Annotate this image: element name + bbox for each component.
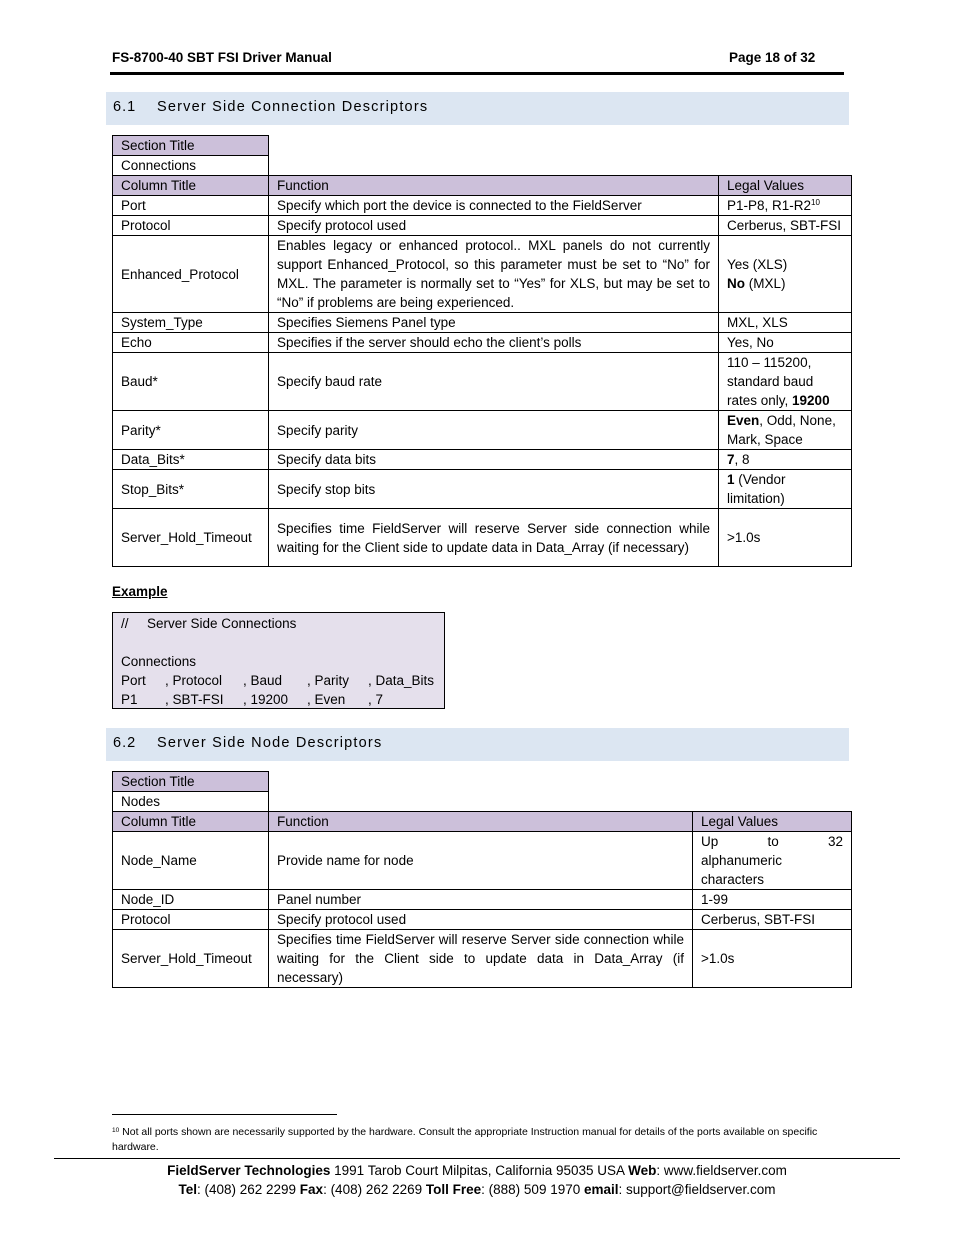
row-name: System_Type: [113, 313, 269, 333]
row-name: Node_ID: [113, 890, 269, 910]
footer-tel-value: : (408) 262 2299: [196, 1182, 300, 1197]
example-value-cell: , SBT-FSI: [165, 692, 224, 707]
section-heading-6-2: [106, 728, 849, 761]
legal-value-text: , Odd, None, Mark, Space: [727, 413, 836, 447]
section-number: 6.2: [113, 735, 137, 751]
footnote-rule: [112, 1114, 337, 1115]
footer-line-1: [0, 1163, 954, 1178]
section-title: Server Side Node Descriptors: [157, 735, 383, 751]
column-header-row: [113, 812, 852, 832]
row-legal-values: >1.0s: [693, 930, 852, 988]
row-function: Specify protocol used: [269, 216, 719, 236]
example-value-cell: , 7: [368, 692, 384, 707]
row-function: Specifies time FieldServer will reserve Server side connection while waiting for the Client side to update data in Data_Array (if necessary): [269, 930, 693, 988]
table-row: [113, 333, 852, 353]
row-function: Provide name for node: [269, 832, 693, 890]
section-title-label-row: [113, 136, 852, 156]
footer-fax-value: : (408) 262 2269: [323, 1182, 426, 1197]
row-legal-values: >1.0s: [719, 509, 852, 567]
section-title-label: Section Title: [113, 136, 269, 156]
legal-value-text: (Vendor limitation): [727, 472, 786, 506]
row-function: Specify parity: [269, 411, 719, 450]
footnote-mark: 10: [112, 1127, 120, 1134]
page-number: Page 18 of 32: [729, 50, 816, 65]
legal-value-line: Yes (XLS): [727, 257, 788, 272]
section-number: 6.1: [113, 99, 137, 115]
example-code-box: [112, 612, 445, 709]
table-row: [113, 313, 852, 333]
row-function: Specify data bits: [269, 450, 719, 470]
footer-company: FieldServer Technologies: [167, 1163, 331, 1178]
row-legal-values: [719, 196, 852, 216]
row-name: Port: [113, 196, 269, 216]
section-title: Server Side Connection Descriptors: [157, 99, 429, 115]
row-legal-values: [719, 353, 852, 411]
example-value-cell: , Even: [307, 692, 346, 707]
legal-value-line: Up to 32: [701, 834, 843, 849]
section-title-label: Section Title: [113, 772, 269, 792]
row-name: Echo: [113, 333, 269, 353]
row-legal-values: 1-99: [693, 890, 852, 910]
section-title-value-row: [113, 156, 852, 176]
legal-value-bold: 1: [727, 472, 735, 487]
row-name: Server_Hold_Timeout: [113, 509, 269, 567]
example-section-name: Connections: [121, 654, 197, 669]
table-row: [113, 353, 852, 411]
row-function: Specify which port the device is connected to the FieldServer: [269, 196, 719, 216]
column-header-function: Function: [269, 176, 719, 196]
example-header-cell: Port: [121, 673, 146, 688]
footer-tollfree-label: Toll Free: [425, 1182, 482, 1197]
node-descriptor-table: [112, 771, 852, 988]
row-function: Enables legacy or enhanced protocol.. MXL panels do not currently support Enhanced_Protocol, so this parameter must be set to “No” for MXL. The parameter is normally set to “Yes” for XLS, but may be set to “No” if problems are being experienced.: [269, 236, 719, 313]
table-row: [113, 236, 852, 313]
row-function: Specify protocol used: [269, 910, 693, 930]
footer-web-link[interactable]: : www.fieldserver.com: [656, 1163, 787, 1178]
footer-rule: [54, 1158, 900, 1159]
row-function: Specify stop bits: [269, 470, 719, 509]
row-name: Node_Name: [113, 832, 269, 890]
example-header-cell: , Data_Bits: [368, 673, 435, 688]
footer-tollfree-value: : (888) 509 1970: [481, 1182, 584, 1197]
footer-address: 1991 Tarob Court Milpitas, California 95035 USA: [330, 1163, 629, 1178]
row-name: Server_Hold_Timeout: [113, 930, 269, 988]
table-row: [113, 910, 852, 930]
row-function: Panel number: [269, 890, 693, 910]
example-header-cell: , Protocol: [165, 673, 223, 688]
row-legal-values: Yes, No: [719, 333, 852, 353]
row-function: Specifies Siemens Panel type: [269, 313, 719, 333]
row-legal-values: [719, 470, 852, 509]
table-row: [113, 470, 852, 509]
row-name: Data_Bits*: [113, 450, 269, 470]
table-row: [113, 196, 852, 216]
section-title-label-row: [113, 772, 852, 792]
legal-value-text: , 8: [734, 452, 750, 467]
footer-web-label: Web: [628, 1163, 657, 1178]
table-row: [113, 890, 852, 910]
section-title-value: Connections: [113, 156, 269, 176]
table-row: [113, 509, 852, 567]
footer-email-link[interactable]: : support@fieldserver.com: [618, 1182, 776, 1197]
footnote: [112, 1125, 842, 1155]
row-name: Parity*: [113, 411, 269, 450]
legal-value-text: alphanumeric characters: [701, 853, 783, 887]
example-value-cell: , 19200: [243, 692, 289, 707]
connection-descriptor-table: [112, 135, 852, 567]
column-header-title: Column Title: [113, 176, 269, 196]
column-header-legal-values: Legal Values: [719, 176, 852, 196]
row-function: Specifies if the server should echo the client’s polls: [269, 333, 719, 353]
row-legal-values: [719, 236, 852, 313]
footer-fax-label: Fax: [299, 1182, 324, 1197]
row-name: Stop_Bits*: [113, 470, 269, 509]
comment-slashes: //: [121, 616, 129, 631]
row-legal-values: [693, 832, 852, 890]
column-header-row: [113, 176, 852, 196]
footer-line-2: [0, 1182, 954, 1197]
section-heading-6-1: [106, 92, 849, 125]
row-function: Specifies time FieldServer will reserve Server side connection while waiting for the Client side to update data in Data_Array (if necessary): [269, 509, 719, 567]
row-legal-values: Cerberus, SBT-FSI: [719, 216, 852, 236]
section-title-value-row: [113, 792, 852, 812]
row-legal-values: Cerberus, SBT-FSI: [693, 910, 852, 930]
footer-email-label: email: [583, 1182, 619, 1197]
table-row: [113, 832, 852, 890]
table-row: [113, 450, 852, 470]
row-name: Protocol: [113, 910, 269, 930]
row-function: Specify baud rate: [269, 353, 719, 411]
table-row: [113, 930, 852, 988]
section-title-value: Nodes: [113, 792, 269, 812]
column-header-legal-values: Legal Values: [693, 812, 852, 832]
column-header-title: Column Title: [113, 812, 269, 832]
row-legal-values: [719, 411, 852, 450]
example-header-cell: , Baud: [243, 673, 283, 688]
example-label: Example: [112, 584, 168, 599]
column-header-function: Function: [269, 812, 693, 832]
legal-value-text: (MXL): [745, 276, 786, 291]
legal-value-bold: No: [727, 276, 745, 291]
legal-value-bold: 7: [727, 452, 735, 467]
row-name: Baud*: [113, 353, 269, 411]
row-legal-values: MXL, XLS: [719, 313, 852, 333]
table-row: [113, 411, 852, 450]
example-value-cell: P1: [121, 692, 138, 707]
header-rule: [110, 72, 844, 75]
document-title: FS-8700-40 SBT FSI Driver Manual: [112, 50, 332, 65]
table-row: [113, 216, 852, 236]
legal-value-bold: 19200: [792, 393, 830, 408]
comment-text: Server Side Connections: [147, 616, 297, 631]
footnote-text: Not all ports shown are necessarily supported by the hardware. Consult the appropriate Instruction manual for details of the ports available on specific hardware.: [112, 1126, 818, 1153]
footer-tel-label: Tel: [178, 1182, 197, 1197]
legal-value-text: 110 – 115200, standard baud rates only,: [727, 355, 814, 408]
row-name: Protocol: [113, 216, 269, 236]
example-header-cell: , Parity: [307, 673, 350, 688]
legal-value-bold: Even: [727, 413, 760, 428]
legal-value-text: P1-P8, R1-R2: [727, 198, 812, 213]
footnote-reference[interactable]: 10: [811, 198, 820, 207]
row-legal-values: [719, 450, 852, 470]
row-name: Enhanced_Protocol: [113, 236, 269, 313]
